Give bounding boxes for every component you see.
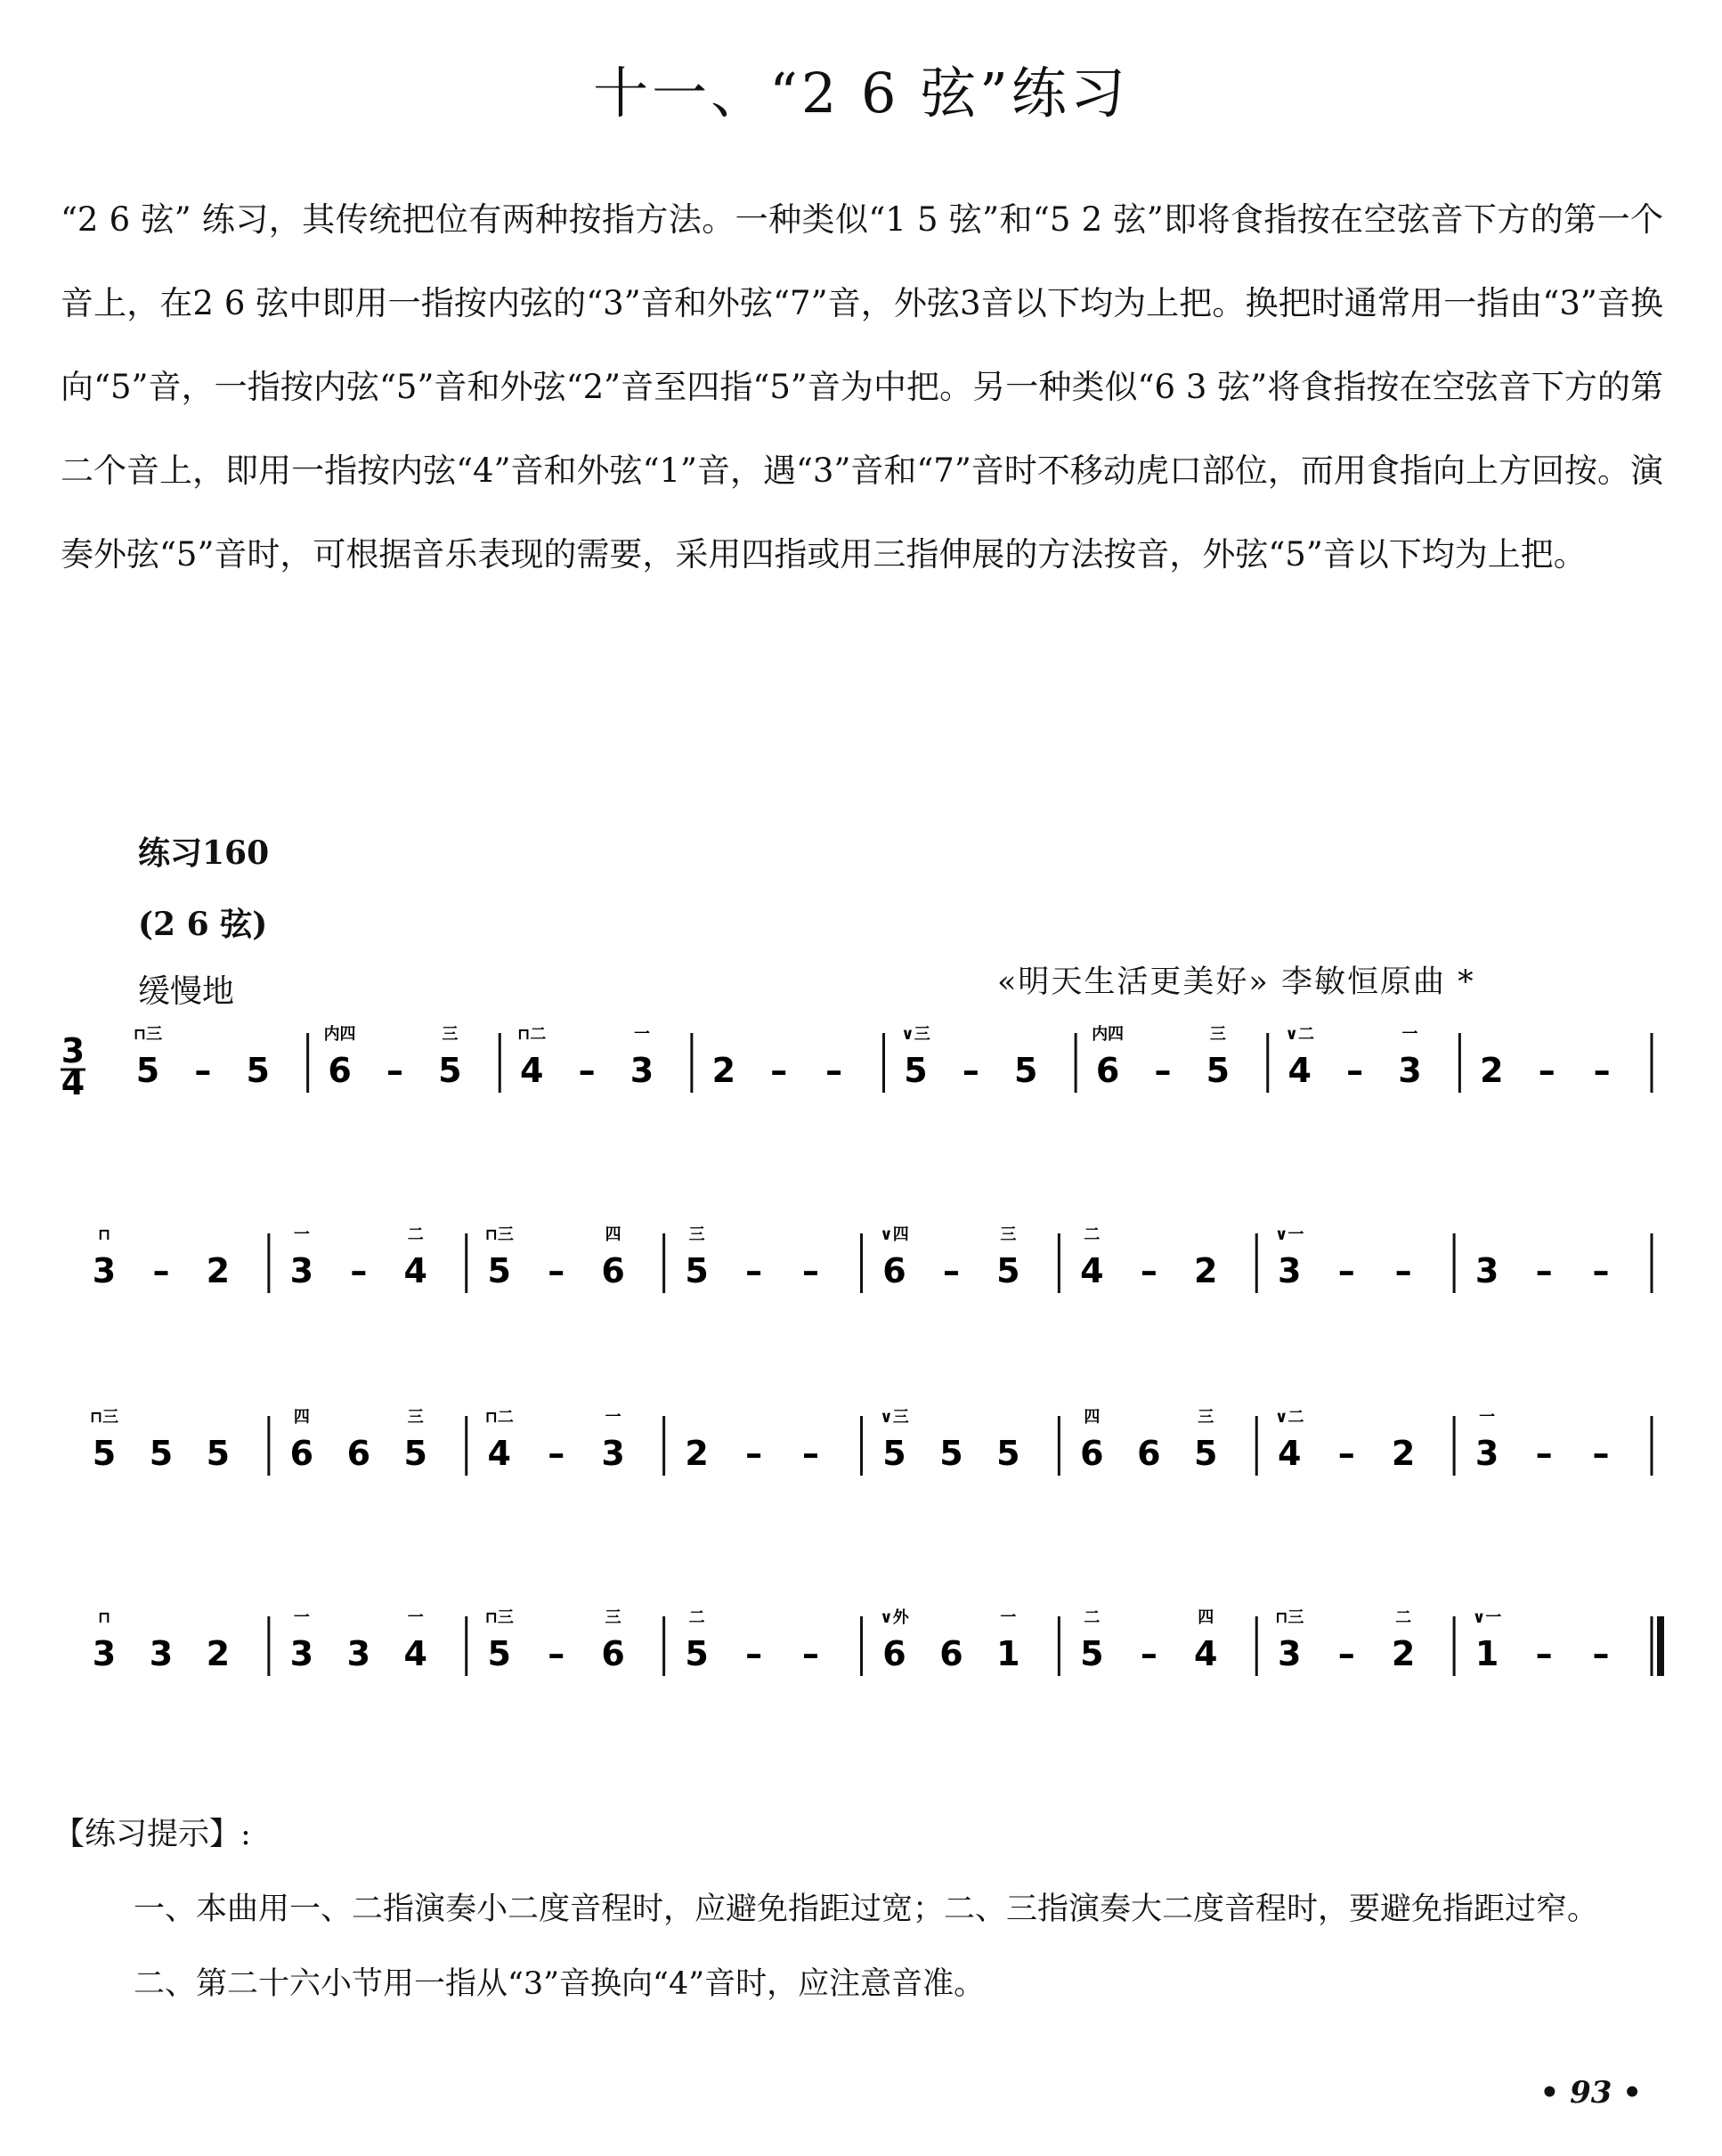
fingering-mark: 三 [605, 1608, 621, 1627]
fingering-mark: ∨三 [901, 1025, 930, 1044]
score-note: 3 [1278, 1634, 1302, 1673]
score-note: 2 [685, 1434, 709, 1473]
fingering-mark: ⊓三 [1275, 1608, 1304, 1627]
score-note: – [386, 1051, 403, 1090]
score-note: 3 [92, 1634, 117, 1673]
fingering-mark: ⊓二 [517, 1025, 547, 1044]
score-note: – [825, 1051, 843, 1090]
fingering-mark: ⊓三 [133, 1025, 163, 1044]
score-note: 3 [289, 1634, 314, 1673]
fingering-mark: ∨二 [1285, 1025, 1314, 1044]
score-note: – [1592, 1434, 1610, 1473]
fingering-mark: 四 [1198, 1608, 1214, 1627]
fingering-mark: ∨一 [1472, 1608, 1502, 1627]
page-number: • 93 • [1539, 2075, 1642, 2111]
score-note: – [770, 1051, 788, 1090]
score-note: 5 [149, 1434, 174, 1473]
score-note: 5 [135, 1051, 160, 1090]
score-note: 5 [685, 1634, 709, 1673]
score-note: – [1394, 1251, 1412, 1290]
time-sig-top: 3 [61, 1031, 85, 1070]
fingering-mark: 三 [442, 1025, 459, 1044]
score-note: 6 [601, 1634, 625, 1673]
score-note: 5 [882, 1434, 906, 1473]
score-note: – [1140, 1251, 1157, 1290]
fingering-mark: 一 [1479, 1408, 1496, 1427]
fingering-mark: 三 [407, 1408, 424, 1427]
fingering-mark: 一 [605, 1408, 621, 1427]
score-note: 4 [403, 1251, 427, 1290]
fingering-mark: 三 [1000, 1225, 1017, 1244]
fingering-mark: 四 [293, 1408, 310, 1427]
page-title: 十一、“2 6 弦”练习 [593, 61, 1129, 126]
score-note: 6 [1137, 1434, 1161, 1473]
score-note: – [1538, 1051, 1555, 1090]
score-note: 4 [519, 1051, 544, 1090]
score-note: 5 [438, 1051, 462, 1090]
score-note: – [1346, 1051, 1364, 1090]
score-note: 3 [1278, 1251, 1302, 1290]
fingering-mark: ⊓三 [484, 1225, 514, 1244]
fingering-mark: ⊓三 [89, 1408, 119, 1427]
intro-text: “2 6 弦” 练习，其传统把位有两种按指方法。一种类似“1 5 弦”和“5 2 弦”即将食指按在空弦音下方的第一个音上，在2 6 弦中即用一指按内弦的“3”音和外弦“7”音，外弦3音以下均为上把。换把时通常用一指由“3”音换向“5”音，一指按内弦“5”音和外弦“2”音至四指“5”音为中把。另一种类似“6 3 弦”将食指按在空弦音下方的第二个音上，即用一指按内弦“4”音和外弦“1”音，遇“3”音和“7”音时不移动虎口部位，而用食指向上方回按。演奏外弦“5”音时，可根据音乐表现的需要，采用四指或用三指伸展的方法按音，外弦“5”音以下均为上把。 [61, 200, 1663, 574]
score-note: 6 [346, 1434, 371, 1473]
score-note: – [152, 1251, 170, 1290]
score-note: – [942, 1251, 960, 1290]
score-note: – [1535, 1251, 1553, 1290]
score-note: 5 [206, 1434, 231, 1473]
score-note: 6 [882, 1634, 906, 1673]
fingering-mark: 二 [1084, 1608, 1101, 1627]
score-note: – [745, 1251, 763, 1290]
fingering-mark: 内四 [1092, 1025, 1125, 1044]
exercise-label: 练习160 [138, 834, 270, 872]
score-note: – [548, 1434, 565, 1473]
score-note: 3 [1398, 1051, 1422, 1090]
score-note: – [1140, 1634, 1157, 1673]
score-note: 5 [996, 1251, 1020, 1290]
score-note: 4 [1278, 1434, 1302, 1473]
score-note: – [1337, 1634, 1355, 1673]
score-note: – [802, 1434, 820, 1473]
score-note: 2 [1194, 1251, 1218, 1290]
score-note: – [1535, 1434, 1553, 1473]
score-note: 1 [1474, 1634, 1499, 1673]
score-note: 3 [149, 1634, 174, 1673]
score-note: 2 [206, 1634, 231, 1673]
score-note: 5 [92, 1434, 117, 1473]
string-label: (2 6 弦) [138, 906, 268, 943]
score-content [61, 1024, 1661, 1676]
score-note: 2 [206, 1251, 231, 1290]
score-note: 6 [601, 1251, 625, 1290]
score-note: 3 [346, 1634, 371, 1673]
score-note: 2 [1391, 1434, 1416, 1473]
fingering-mark: 一 [1000, 1608, 1017, 1627]
fingering-mark: 三 [1209, 1025, 1226, 1044]
score-note: 4 [487, 1434, 511, 1473]
score-note: – [1154, 1051, 1172, 1090]
fingering-mark: 一 [293, 1608, 310, 1627]
hint-item-2: 二、第二十六小节用一指从“3”音换向“4”音时，应注意音准。 [134, 1966, 986, 2002]
fingering-mark: 四 [1084, 1408, 1101, 1427]
score-note: 1 [996, 1634, 1020, 1673]
fingering-mark: ∨二 [1274, 1408, 1304, 1427]
score-note: 5 [487, 1634, 511, 1673]
fingering-mark: 一 [1401, 1025, 1418, 1044]
score-note: 5 [685, 1251, 709, 1290]
score-note: 6 [882, 1251, 906, 1290]
hints-heading: 【练习提示】: [53, 1817, 251, 1852]
tempo-marking: 缓慢地 [138, 973, 235, 1010]
score-note: 2 [711, 1051, 736, 1090]
score-note: 5 [246, 1051, 270, 1090]
fingering-mark: 二 [407, 1225, 424, 1244]
score-note: 4 [1287, 1051, 1312, 1090]
score-note: – [548, 1634, 565, 1673]
fingering-mark: 二 [1084, 1225, 1101, 1244]
score-note: 4 [1080, 1251, 1104, 1290]
score-note: – [745, 1634, 763, 1673]
fingering-mark: 四 [605, 1225, 621, 1244]
score-note: 6 [289, 1434, 314, 1473]
score-note: – [962, 1051, 979, 1090]
score-note: 3 [289, 1251, 314, 1290]
fingering-mark: 二 [1395, 1608, 1412, 1627]
practice-hints [53, 1808, 1665, 2032]
score-note: – [802, 1251, 820, 1290]
fingering-mark: ∨外 [880, 1608, 909, 1627]
fingering-mark: ⊓ [97, 1608, 111, 1627]
score-note: 6 [939, 1634, 963, 1673]
fingering-mark: 内四 [323, 1025, 356, 1044]
hint-item-1: 一、本曲用一、二指演奏小二度音程时，应避免指距过宽；二、三指演奏大二度音程时，要避免指距过窄。 [134, 1892, 1599, 1927]
score-note: – [745, 1434, 763, 1473]
fingering-mark: ⊓三 [484, 1608, 514, 1627]
score-note: – [1337, 1251, 1355, 1290]
score-note: 3 [601, 1434, 625, 1473]
score-note: 3 [1474, 1251, 1499, 1290]
fingering-mark: 三 [1198, 1408, 1214, 1427]
score-note: – [1337, 1434, 1355, 1473]
score-note: 3 [1474, 1434, 1499, 1473]
score-note: 5 [904, 1051, 928, 1090]
fingering-mark: ∨四 [880, 1225, 909, 1244]
fingering-mark: 二 [688, 1608, 705, 1627]
score-note: 5 [1206, 1051, 1231, 1090]
fingering-mark: ∨一 [1274, 1225, 1304, 1244]
score-note: 6 [328, 1051, 352, 1090]
score-note: 2 [1391, 1634, 1416, 1673]
score-note: 4 [403, 1634, 427, 1673]
score-note: 6 [1095, 1051, 1120, 1090]
fingering-mark: 一 [407, 1608, 424, 1627]
fingering-mark: ⊓ [97, 1225, 111, 1244]
score-note: – [578, 1051, 596, 1090]
score-note: 5 [996, 1434, 1020, 1473]
score-note: – [802, 1634, 820, 1673]
score-note: 5 [1080, 1634, 1104, 1673]
score-note: 5 [939, 1434, 963, 1473]
score-note: – [1592, 1634, 1610, 1673]
score-note: 3 [92, 1251, 117, 1290]
fingering-mark: 一 [633, 1025, 650, 1044]
score-note: 5 [1194, 1434, 1218, 1473]
score-note: – [1535, 1634, 1553, 1673]
fingering-mark: ⊓二 [484, 1408, 514, 1427]
score-note: – [1593, 1051, 1611, 1090]
time-sig-bottom: 4 [61, 1063, 85, 1102]
score-note: 6 [1080, 1434, 1104, 1473]
score-note: – [1592, 1251, 1610, 1290]
fingering-mark: 一 [293, 1225, 310, 1244]
score-note: 5 [487, 1251, 511, 1290]
score-note: – [194, 1051, 212, 1090]
score-note: 3 [630, 1051, 654, 1090]
score-note: – [350, 1251, 368, 1290]
fingering-mark: 三 [688, 1225, 705, 1244]
score-note: 4 [1194, 1634, 1218, 1673]
composer-credit: «明天生活更美好» 李敏恒原曲 * [997, 964, 1475, 1000]
score-note: 5 [403, 1434, 427, 1473]
fingering-mark: ∨三 [880, 1408, 909, 1427]
score-note: – [548, 1251, 565, 1290]
score-note: 5 [1013, 1051, 1038, 1090]
score-note: 2 [1480, 1051, 1504, 1090]
